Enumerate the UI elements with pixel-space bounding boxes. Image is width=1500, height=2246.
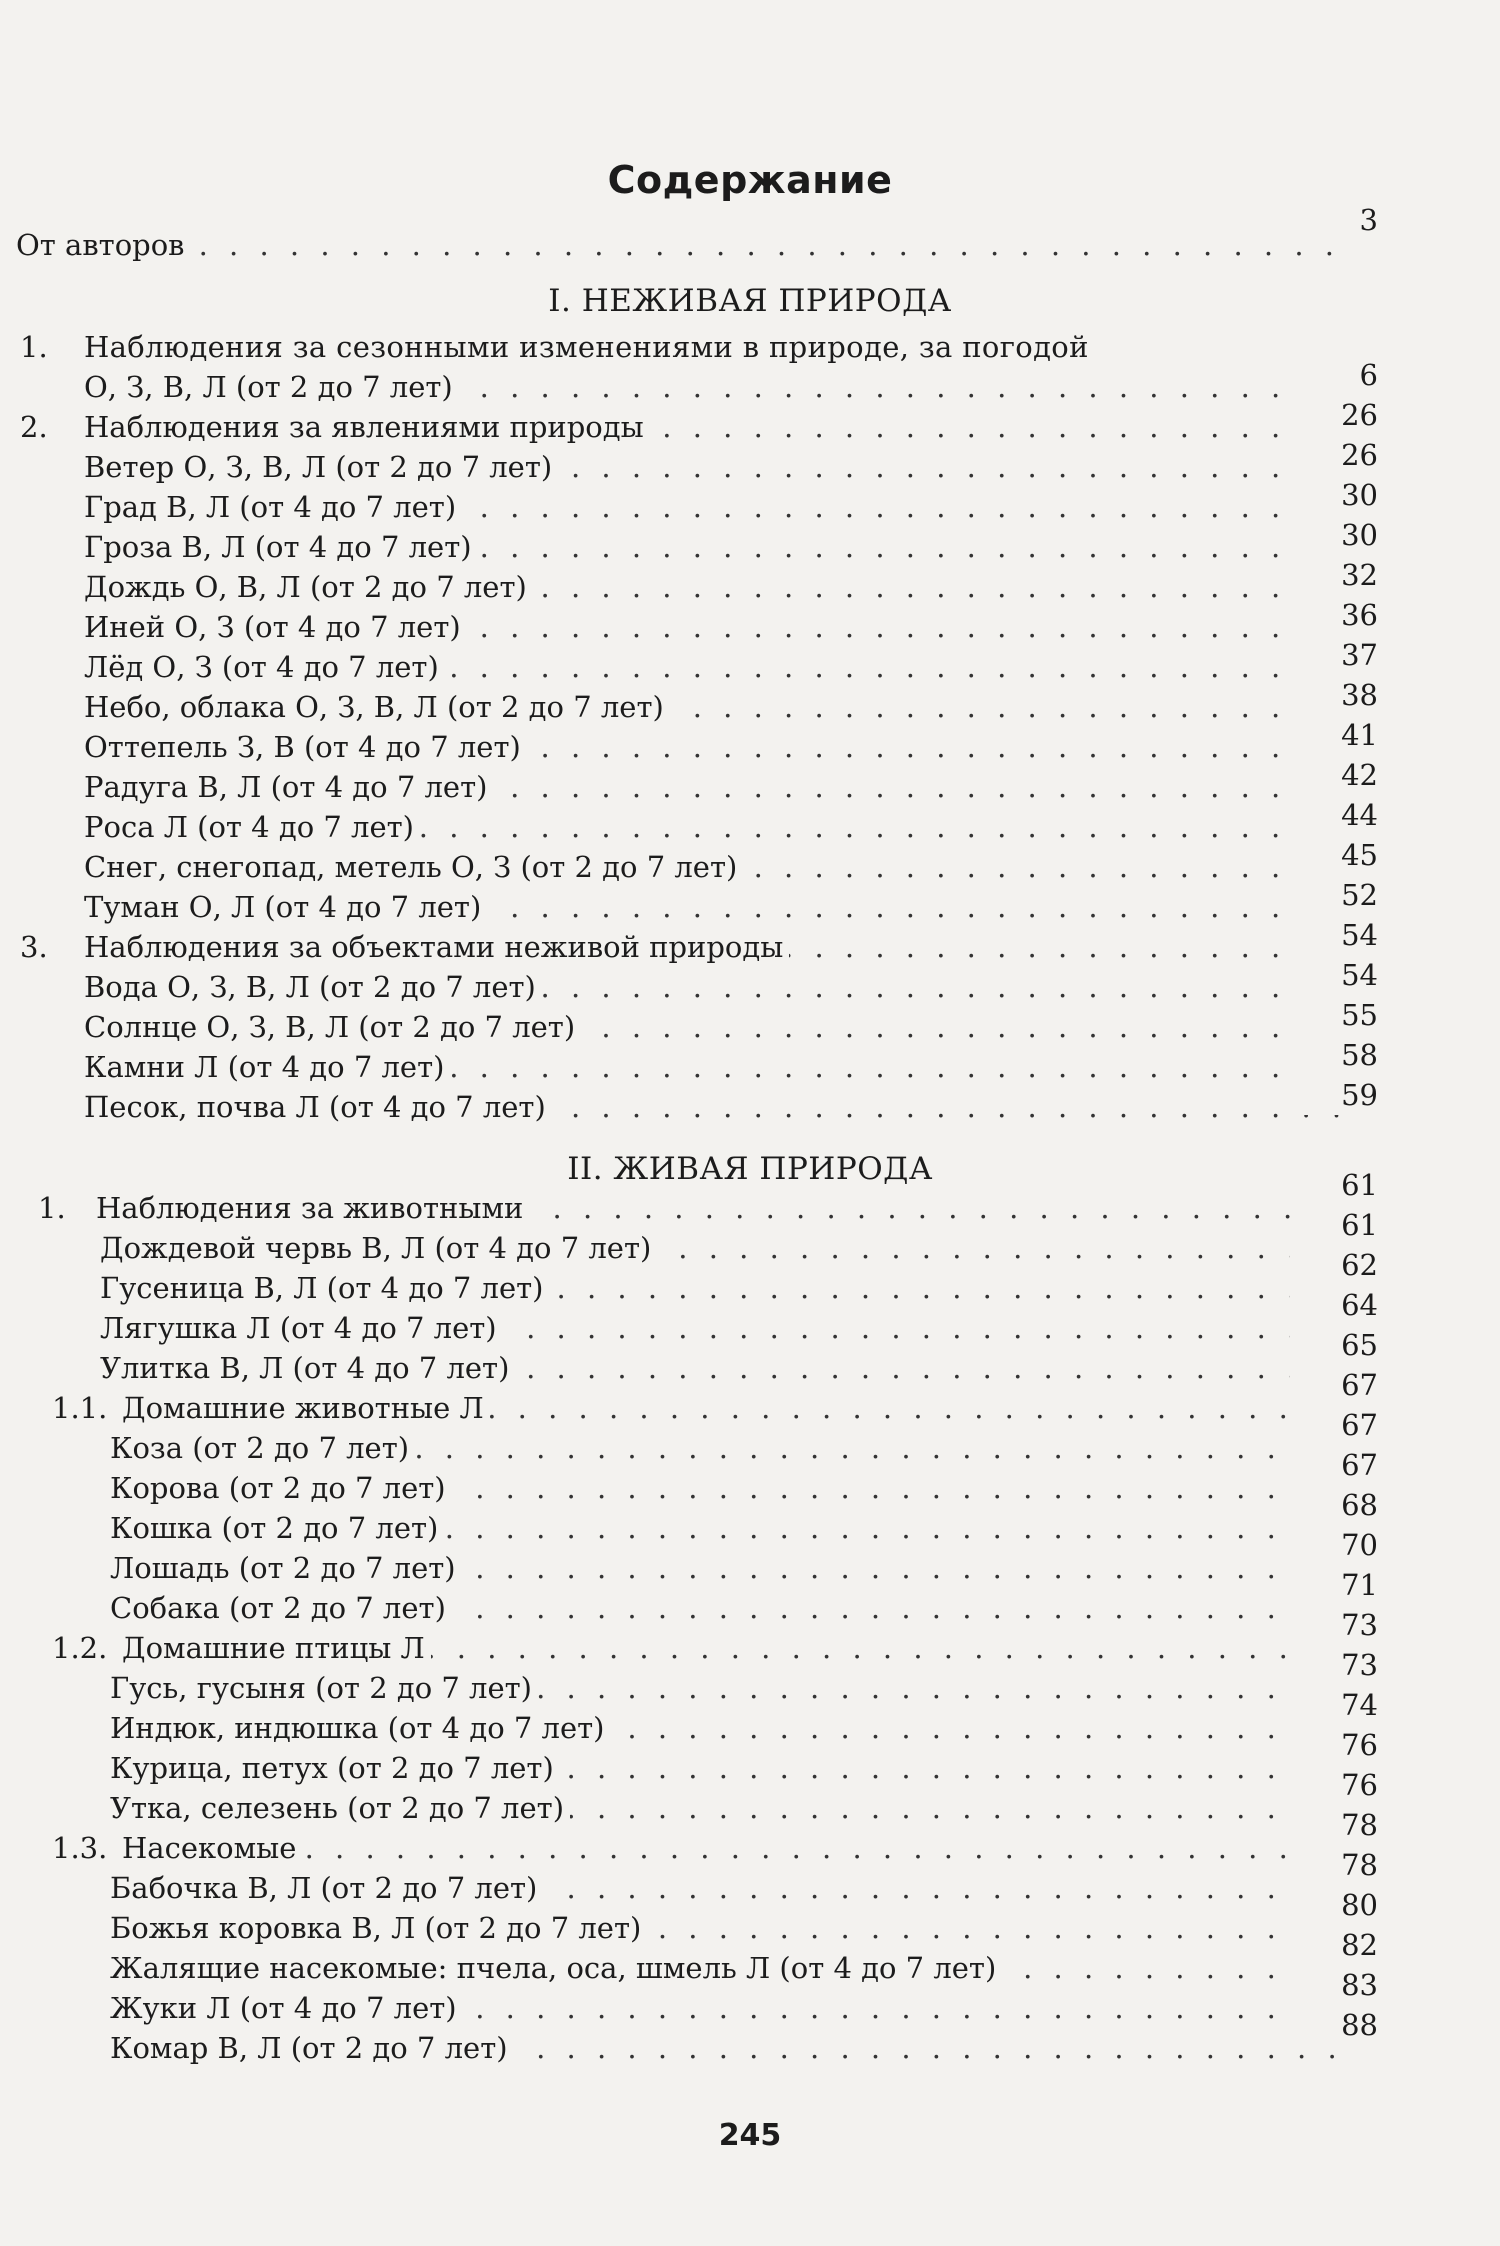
toc-entry-page: 71 <box>1290 1565 1378 1605</box>
toc-entry-number: 1.1. <box>52 1391 108 1425</box>
toc-entry-page-row <box>0 1565 1500 1605</box>
toc-entry-title: Домашние птицы Л <box>122 1628 431 1668</box>
toc-entry-page-row <box>0 995 1500 1035</box>
toc-entry-title: Вода О, З, В, Л (от 2 до 7 лет) <box>84 967 542 1007</box>
toc-entry-title: Радуга В, Л (от 4 до 7 лет) <box>84 767 493 807</box>
toc-entry-page-row <box>0 1405 1500 1445</box>
toc-entry-title: Иней О, З (от 4 до 7 лет) <box>84 607 467 647</box>
toc-entry-page-row <box>0 955 1500 995</box>
toc-entry-title: Лёд О, З (от 4 до 7 лет) <box>84 647 445 687</box>
toc-entry-page: 26 <box>1290 435 1378 475</box>
toc-entry-page-row <box>0 715 1500 755</box>
toc-entry-page-row <box>0 875 1500 915</box>
toc-entry-page-row <box>0 795 1500 835</box>
toc-entry-page: 67 <box>1290 1445 1378 1485</box>
toc-entry-page: 61 <box>1290 1205 1378 1245</box>
toc-entry-page-row <box>0 1285 1500 1325</box>
toc-entry-page: 73 <box>1290 1645 1378 1685</box>
toc-entry-page: 54 <box>1290 915 1378 955</box>
toc-entry-title: Камни Л (от 4 до 7 лет) <box>84 1047 450 1087</box>
toc-entry-page: 37 <box>1290 635 1378 675</box>
toc-entry-page: 58 <box>1290 1035 1378 1075</box>
toc-entry-title: Дождевой червь В, Л (от 4 до 7 лет) <box>100 1228 657 1268</box>
toc-entry-page: 44 <box>1290 795 1378 835</box>
toc-entry-page-row <box>0 1035 1500 1075</box>
toc-entry-page: 76 <box>1290 1765 1378 1805</box>
toc-entry-page: 38 <box>1290 675 1378 715</box>
toc-entry-number: 1. <box>20 330 48 364</box>
toc-entry-page-row <box>0 2005 1500 2045</box>
toc-entry-page: 76 <box>1290 1725 1378 1765</box>
toc-entry-page: 3 <box>1290 200 1378 240</box>
toc-entry-title: Комар В, Л (от 2 до 7 лет) <box>110 2028 514 2068</box>
page-title: Содержание <box>607 158 893 202</box>
toc-entry-page: 88 <box>1290 2005 1378 2045</box>
toc-entry-page-row <box>0 1885 1500 1925</box>
toc-entry-number: 1.2. <box>52 1631 108 1665</box>
toc-entry-page-row <box>0 755 1500 795</box>
toc-entry-title: Домашние животные Л <box>122 1388 490 1428</box>
toc-entry-title: Коза (от 2 до 7 лет) <box>110 1428 415 1468</box>
toc-entry-title: Солнце О, З, В, Л (от 2 до 7 лет) <box>84 1007 581 1047</box>
toc-entry-title: Гроза В, Л (от 4 до 7 лет) <box>84 527 478 567</box>
toc-entry-page-row <box>0 1365 1500 1405</box>
toc-entry-page: 74 <box>1290 1685 1378 1725</box>
toc-entry-page-row <box>0 1485 1500 1525</box>
toc-entry-title: Жуки Л (от 4 до 7 лет) <box>110 1988 463 2028</box>
toc-entry-page: 83 <box>1290 1965 1378 2005</box>
toc-entry-page-row <box>0 1965 1500 2005</box>
toc-entry-page: 73 <box>1290 1605 1378 1645</box>
toc-entry-page-row <box>0 1445 1500 1485</box>
toc-entry-page-row <box>0 1925 1500 1965</box>
toc-entry-page-row <box>0 515 1500 555</box>
toc-entry-page: 67 <box>1290 1405 1378 1445</box>
toc-entry-title: Божья коровка В, Л (от 2 до 7 лет) <box>110 1908 647 1948</box>
toc-entry-page: 45 <box>1290 835 1378 875</box>
toc-entry-page: 32 <box>1290 555 1378 595</box>
toc-entry-page-row <box>0 1845 1500 1885</box>
toc-entry-title: Корова (от 2 до 7 лет) <box>110 1468 452 1508</box>
toc-entry-title: Жалящие насекомые: пчела, оса, шмель Л (от 4 до 7 лет) <box>110 1948 1002 1988</box>
toc-entry-title: Дождь О, В, Л (от 2 до 7 лет) <box>84 567 533 607</box>
toc-entry-number: 1. <box>38 1191 66 1225</box>
page-number: 245 <box>718 2118 782 2153</box>
toc-entry-page-row <box>0 555 1500 595</box>
toc-entry-page: 61 <box>1290 1165 1378 1205</box>
toc-entry-title: Туман О, Л (от 4 до 7 лет) <box>84 887 487 927</box>
toc-entry-page: 68 <box>1290 1485 1378 1525</box>
toc-entry-title: От авторов <box>16 225 191 265</box>
toc-entry-page: 30 <box>1290 475 1378 515</box>
toc-entry-page-row <box>0 1325 1500 1365</box>
toc-entry-title: О, З, В, Л (от 2 до 7 лет) <box>84 367 459 407</box>
toc-entry-page: 67 <box>1290 1365 1378 1405</box>
toc-entry-page-row <box>0 675 1500 715</box>
toc-entry-page: 78 <box>1290 1845 1378 1885</box>
toc-entry-title: Роса Л (от 4 до 7 лет) <box>84 807 420 847</box>
toc-entry-page: 36 <box>1290 595 1378 635</box>
toc-entry-page: 55 <box>1290 995 1378 1035</box>
toc-entry-page: 78 <box>1290 1805 1378 1845</box>
toc-entry-page-row <box>0 915 1500 955</box>
toc-entry-page: 64 <box>1290 1285 1378 1325</box>
toc-entry-page: 6 <box>1290 355 1378 395</box>
toc-entry-page-row <box>0 475 1500 515</box>
toc-entry-title: Гусь, гусыня (от 2 до 7 лет) <box>110 1668 538 1708</box>
toc-entry-title: Наблюдения за сезонными изменениями в природе, за погодой <box>84 327 1095 367</box>
toc-entry-title: Кошка (от 2 до 7 лет) <box>110 1508 444 1548</box>
toc-entry-page-row <box>0 1205 1500 1245</box>
toc-entry-title: Утка, селезень (от 2 до 7 лет) <box>110 1788 570 1828</box>
toc-entry-page-row <box>0 1075 1500 1115</box>
toc-entry-page-row <box>0 395 1500 435</box>
toc-entry-title: Небо, облака О, З, В, Л (от 2 до 7 лет) <box>84 687 670 727</box>
toc-entry-title: Собака (от 2 до 7 лет) <box>110 1588 452 1628</box>
toc-entry-page: 59 <box>1290 1075 1378 1115</box>
toc-entry-page: 52 <box>1290 875 1378 915</box>
toc-entry-page-row <box>0 200 1500 240</box>
toc-entry-title: Град В, Л (от 4 до 7 лет) <box>84 487 462 527</box>
toc-entry-page: 26 <box>1290 395 1378 435</box>
toc-entry-page-row <box>0 1525 1500 1565</box>
toc-entry-page: 41 <box>1290 715 1378 755</box>
toc-entry-page-row <box>0 1725 1500 1765</box>
toc-entry-title: Индюк, индюшка (от 4 до 7 лет) <box>110 1708 611 1748</box>
toc-entry-page-row <box>0 635 1500 675</box>
toc-entry-page: 62 <box>1290 1245 1378 1285</box>
toc-entry-page: 80 <box>1290 1885 1378 1925</box>
toc-entry-page: 82 <box>1290 1925 1378 1965</box>
toc-entry-title: Улитка В, Л (от 4 до 7 лет) <box>100 1348 515 1388</box>
toc-entry-number: 3. <box>20 930 48 964</box>
toc-entry-title: Ветер О, З, В, Л (от 2 до 7 лет) <box>84 447 558 487</box>
toc-entry-page-row <box>0 1245 1500 1285</box>
toc-entry-title: Наблюдения за животными <box>96 1188 529 1228</box>
toc-entry-title: Оттепель З, В (от 4 до 7 лет) <box>84 727 527 767</box>
toc-entry-page-row <box>0 1165 1500 1205</box>
toc-entry-page-row <box>0 1605 1500 1645</box>
toc-entry-title: Наблюдения за объектами неживой природы <box>84 927 789 967</box>
toc-entry-page-row <box>0 1765 1500 1805</box>
toc-entry-title: Курица, петух (от 2 до 7 лет) <box>110 1748 560 1788</box>
toc-entry-page-row <box>0 835 1500 875</box>
toc-entry-number: 1.3. <box>52 1831 108 1865</box>
section-heading: I. НЕЖИВАЯ ПРИРОДА <box>548 283 952 319</box>
toc-entry-title: Лягушка Л (от 4 до 7 лет) <box>100 1308 503 1348</box>
toc-entry-title: Насекомые <box>122 1828 302 1868</box>
section-heading: II. ЖИВАЯ ПРИРОДА <box>567 1151 933 1187</box>
toc-entry-page-row <box>0 595 1500 635</box>
toc-entry-page-row <box>0 355 1500 395</box>
toc-entry-title: Лошадь (от 2 до 7 лет) <box>110 1548 462 1588</box>
toc-entry-page-row <box>0 1645 1500 1685</box>
toc-entry-page: 70 <box>1290 1525 1378 1565</box>
toc-entry-page-row <box>0 1685 1500 1725</box>
toc-entry-page: 42 <box>1290 755 1378 795</box>
toc-entry-page-row <box>0 435 1500 475</box>
toc-entry-title: Снег, снегопад, метель О, З (от 2 до 7 лет) <box>84 847 743 887</box>
toc-entry-title: Песок, почва Л (от 4 до 7 лет) <box>84 1087 552 1127</box>
toc-entry-page: 30 <box>1290 515 1378 555</box>
toc-entry-page: 54 <box>1290 955 1378 995</box>
toc-entry-title: Гусеница В, Л (от 4 до 7 лет) <box>100 1268 550 1308</box>
toc-entry-title: Бабочка В, Л (от 2 до 7 лет) <box>110 1868 543 1908</box>
toc-entry-number: 2. <box>20 410 48 444</box>
toc-entry-page-row <box>0 1805 1500 1845</box>
toc-entry-page: 65 <box>1290 1325 1378 1365</box>
toc-entry-title: Наблюдения за явлениями природы <box>84 407 650 447</box>
